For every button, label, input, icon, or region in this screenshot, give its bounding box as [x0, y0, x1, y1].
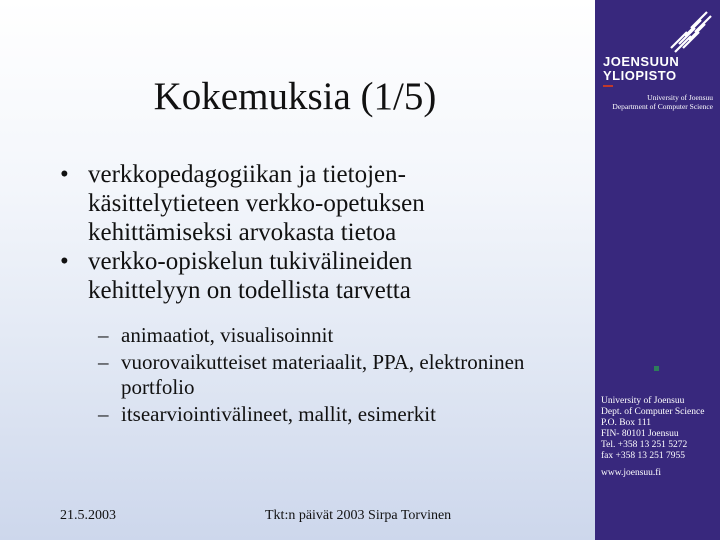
- contact-line: Dept. of Computer Science: [601, 407, 705, 417]
- university-name-line: JOENSUUN: [603, 54, 680, 69]
- bullet-line: käsittelytieteen verkko-opetuksen: [88, 190, 425, 217]
- subbullet-symbol: –: [98, 402, 109, 426]
- subbullet-item: [98, 402, 588, 427]
- website-link[interactable]: www.joensuu.fi: [601, 468, 662, 478]
- subbullet-list: [98, 323, 588, 429]
- bullet-symbol: •: [60, 161, 69, 188]
- bullet-line: verkko-opiskelun tukivälineiden: [88, 248, 413, 275]
- subbullet-symbol: –: [98, 350, 109, 374]
- university-name-line: YLIOPISTO: [603, 68, 677, 83]
- bullet-line: kehittelyyn on todellista tarvetta: [88, 277, 411, 304]
- bullet-list: [60, 160, 580, 305]
- accent-divider: [603, 85, 613, 87]
- subbullet-item: [98, 350, 588, 400]
- footer-presenter: Tkt:n päivät 2003 Sirpa Torvinen: [265, 508, 452, 523]
- subbullet-line: itsearviointivälineet, mallit, esimerkit: [121, 402, 436, 426]
- subbullet-symbol: –: [98, 323, 109, 347]
- university-name: [603, 55, 679, 83]
- department-label: [603, 93, 713, 111]
- green-square-icon: [654, 366, 659, 371]
- bullet-line: verkkopedagogiikan ja tietojen-: [88, 161, 406, 188]
- footer-date: 21.5.2003: [60, 508, 116, 523]
- bullet-line: kehittämiseksi arvokasta tietoa: [88, 219, 397, 246]
- contact-line: P.O. Box 111: [601, 418, 651, 428]
- bullet-item: [60, 160, 580, 247]
- contact-line: Tel. +358 13 251 5272: [601, 440, 688, 450]
- contact-line: University of Joensuu: [601, 396, 685, 406]
- university-logo-icon: [665, 8, 713, 56]
- subbullet-line: animaatiot, visualisoinnit: [121, 323, 334, 347]
- subbullet-item: [98, 323, 588, 348]
- contact-line: FIN- 80101 Joensuu: [601, 429, 679, 439]
- bullet-item: [60, 247, 580, 305]
- department-line: Department of Computer Science: [612, 102, 713, 111]
- bullet-symbol: •: [60, 248, 69, 275]
- subbullet-line: portfolio: [121, 375, 195, 399]
- department-line: University of Joensuu: [647, 93, 713, 102]
- contact-info: [601, 396, 704, 479]
- slide-title: Kokemuksia (1/5): [153, 75, 437, 118]
- contact-line: fax +358 13 251 7955: [601, 451, 685, 461]
- subbullet-line: vuorovaikutteiset materiaalit, PPA, elektroninen: [121, 350, 525, 374]
